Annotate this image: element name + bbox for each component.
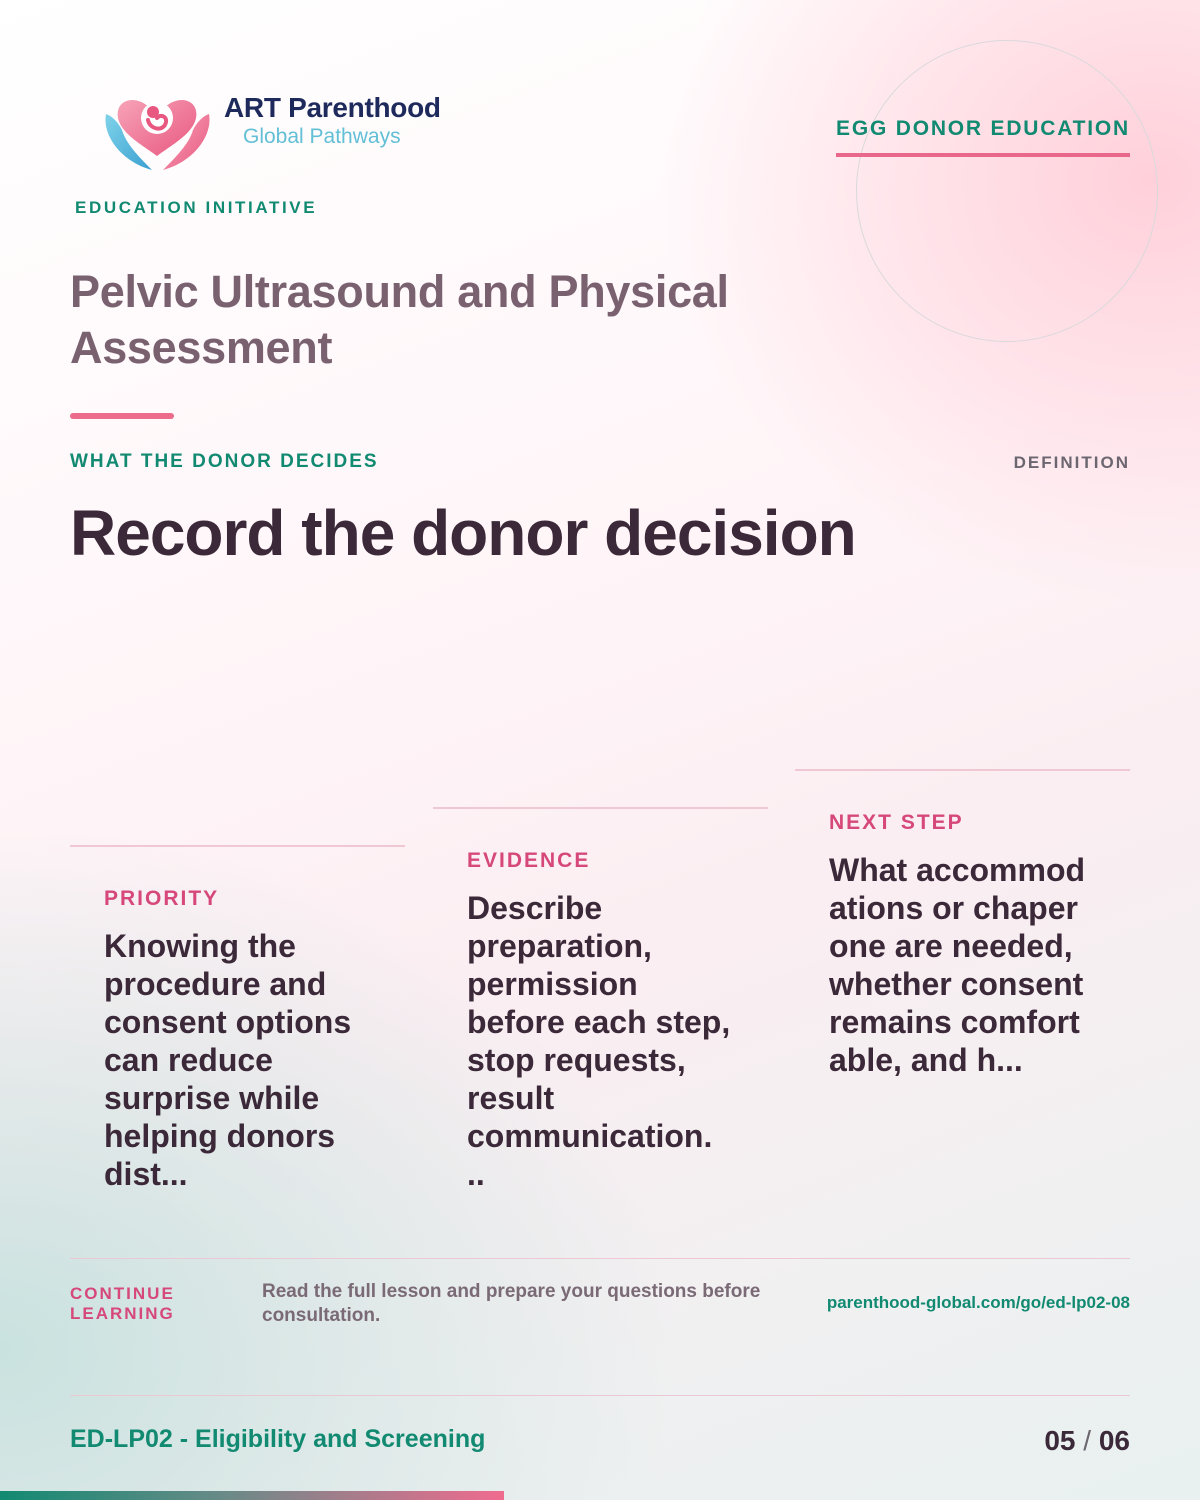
divider — [70, 1395, 1130, 1396]
decorative-circle — [856, 40, 1158, 342]
page-total: 06 — [1098, 1425, 1130, 1456]
card-label: EVIDENCE — [467, 849, 591, 872]
section-headline: Record the donor decision — [70, 497, 856, 569]
program-tag: EGG DONOR EDUCATION — [836, 117, 1130, 157]
card-label: PRIORITY — [104, 887, 220, 910]
definition-label: DEFINITION — [1013, 453, 1130, 472]
page-indicator — [1044, 1425, 1130, 1457]
card-text: What accommodations or chaperone are needed, whether consent remains comfortable, and h... — [829, 852, 1086, 1078]
section-label: WHAT THE DONOR DECIDES — [70, 451, 379, 472]
card-next-step — [795, 769, 1130, 1207]
title-underline — [70, 413, 174, 419]
brand-name: ART Parenthood — [224, 92, 441, 123]
progress-bar — [0, 1491, 504, 1500]
cta-text: Read the full lesson and prepare your questions before consultation. — [262, 1281, 761, 1326]
card-text: Knowing the procedure and consent options can reduce surprise while helping donors dist... — [104, 928, 352, 1192]
page-current: 05 — [1044, 1425, 1076, 1456]
card-label: NEXT STEP — [829, 811, 964, 834]
brand-logo — [100, 74, 215, 174]
lesson-title: Pelvic Ultrasound and Physical Assessment — [70, 266, 729, 373]
brand-subtitle: Global Pathways — [243, 125, 401, 148]
card-evidence — [433, 807, 768, 1207]
course-label: ED-LP02 - Eligibility and Screening — [70, 1425, 486, 1453]
cta-label: CONTINUE LEARNING — [70, 1284, 175, 1323]
lesson-link[interactable]: parenthood-global.com/go/ed-lp02-08 — [826, 1293, 1130, 1312]
card-priority — [70, 845, 405, 1207]
page-separator: / — [1083, 1425, 1092, 1456]
initiative-label: EDUCATION INITIATIVE — [75, 198, 318, 217]
card-text: Describe preparation, permission before each step, stop requests, result communication. .. — [467, 890, 731, 1192]
divider — [70, 1258, 1130, 1259]
heart-hands-embryo-icon — [100, 74, 215, 174]
